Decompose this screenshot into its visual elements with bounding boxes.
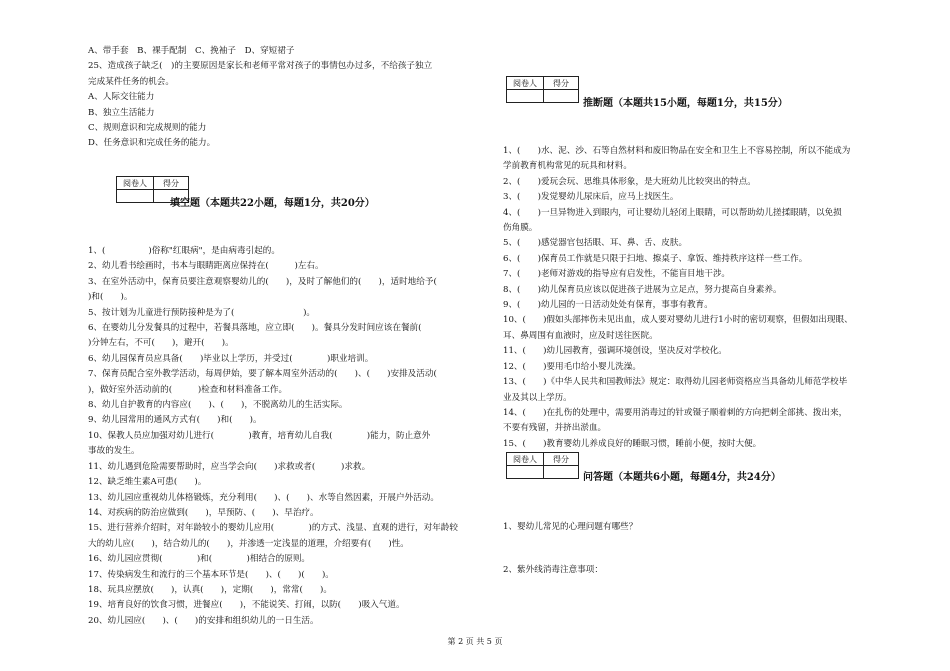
score-label: 得分 [544, 453, 579, 466]
fill-question-line: 事故的发生。 [88, 446, 140, 457]
fill-question-line: 6、在婴幼儿分发餐具的过程中，若餐具落地，应立即( )。餐具分发时间应该在餐前( [88, 323, 422, 334]
judge-question-line: 14、( )在扎伤的处理中，需要用消毒过的针或镊子顺着刺的方向把刺全部挑、拨出来， [503, 407, 848, 418]
score-label: 得分 [154, 177, 189, 190]
fill-question-line: 15、进行营养介绍时，对年龄较小的婴幼儿应用( )的方式、浅显、直观的进行，对年龄较 [88, 523, 458, 534]
judge-question-line: 耳、鼻周围有血液时，应及时送往医院。 [503, 330, 658, 341]
fill-question-line: 17、传染病发生和流行的三个基本环节是( )、( )( )。 [88, 569, 334, 580]
judge-question-line: 4、( )一旦异物进入到眼内，可让婴幼儿轻闭上眼睛，可以帮助幼儿搓揉眼睛，以免损 [503, 207, 842, 218]
option-line: C、规则意识和完成规则的能力 [88, 123, 207, 134]
option-line: D、任务意识和完成任务的能力。 [88, 138, 216, 149]
judge-score-box [506, 76, 579, 103]
fill-question-line: 8、幼儿自护教育的内容应( )、( )，不脱离幼儿的生活实际。 [88, 400, 348, 411]
option-line: 完成某件任务的机会。 [88, 76, 174, 87]
qa-question-2: 2、紫外线消毒注意事项： [503, 565, 603, 575]
fill-question-line: 2、幼儿看书绘画时，书本与眼睛距离应保持在( )左右。 [88, 261, 324, 272]
fill-question-line: 1、( )俗称"红眼病"，是由病毒引起的。 [88, 246, 280, 256]
fill-question-line: 19、培育良好的饮食习惯，进餐应( )，不能说笑、打闹，以防( )吸入气道。 [88, 600, 405, 611]
judge-questions [503, 144, 903, 452]
fill-question-line: 18、玩具应摆放( )，认真( )，定期( )，常常( )。 [88, 584, 333, 595]
reviewer-label: 阅卷人 [507, 453, 544, 466]
fill-question-line: 3、在室外活动中，保育员要注意观察婴幼儿的( )，及时了解他们的( )，适时地给予( [88, 276, 437, 287]
judge-question-line: 12、( )要用毛巾给小婴儿洗澡。 [503, 361, 641, 372]
option-line: A、人际交往能力 [88, 92, 155, 103]
left-column [88, 44, 480, 152]
judge-question-line: 15、( )教育婴幼儿养成良好的睡眠习惯，睡前小便，按时大便。 [503, 438, 762, 449]
fill-questions [88, 244, 488, 629]
score-cell [544, 90, 579, 103]
judge-question-line: 9、( )幼儿园的一日活动处处有保育，事事有教育。 [503, 300, 713, 311]
judge-question-line: 不要有残留，并挤出淤血。 [503, 423, 607, 434]
option-line: B、独立生活能力 [88, 107, 155, 118]
fill-question-line: 10、保教人员应加强对幼儿进行( )教育，培育幼儿自我( )能力，防止意外 [88, 430, 431, 441]
judge-question-line: 学前教育机构常见的玩具和材料。 [503, 161, 632, 172]
question-24-25-block [88, 44, 480, 152]
judge-section-title: 推断题（本题共15小题，每题1分，共15分） [583, 98, 788, 109]
qa-section-title: 问答题（本题共6小题，每题4分，共24分） [583, 472, 781, 483]
judge-question-line: 5、( )感觉器官包括眼、耳、鼻、舌、皮肤。 [503, 238, 688, 249]
fill-question-line: 9、幼儿园常用的通风方式有( )和( )。 [88, 415, 262, 426]
qa-question-1: 1、婴幼儿常见的心理问题有哪些？ [503, 522, 638, 532]
fill-question-line: 20、幼儿园应( )、( )的安排和组织幼儿的一日生活。 [88, 615, 319, 626]
judge-question-line: 10、( )假如头部摔伤未见出血，成人要对婴幼儿进行1小时的密切观察，但假如出现眼、 [503, 315, 853, 326]
fill-question-line: )分钟左右，不可( )，避开( )。 [88, 338, 234, 349]
fill-question-line: 6、幼儿园保育员应具备( )毕业以上学历，并受过( )职业培训。 [88, 353, 374, 364]
fill-question-line: 7、保育员配合室外教学活动，每周伊始，要了解本周室外活动的( )、( )安排及活动( [88, 369, 437, 380]
judge-question-line: 7、( )老师对游戏的指导应有启发性，不能盲目地干涉。 [503, 269, 731, 280]
judge-question-line: 1、( )水、泥、沙、石等自然材料和废旧物品在安全和卫生上不容易控制，所以不能成为 [503, 146, 851, 156]
fill-question-line: 14、对疾病的防治应做到( )，早预防、( )、早治疗。 [88, 507, 319, 518]
fill-question-line: 11、幼儿遇到危险需要帮助时，应当学会向( )求救或者( )求救。 [88, 461, 371, 472]
fill-question-line: 16、幼儿园应贯彻( )和( )相结合的原则。 [88, 554, 311, 565]
qa-score-box [506, 452, 579, 479]
fill-question-line: )和( )。 [88, 292, 133, 303]
reviewer-cell [507, 466, 544, 479]
reviewer-cell [117, 190, 154, 203]
judge-question-line: 2、( )爱玩会玩、思维具体形象，是大班幼儿比较突出的特点。 [503, 176, 756, 187]
page-footer: 第 2 页 共 5 页 [447, 637, 503, 646]
option-line: A、带手套 B、裸手配制 C、挽袖子 D、穿短裙子 [88, 46, 295, 56]
judge-question-line: 伤角膜。 [503, 223, 538, 234]
reviewer-cell [507, 90, 544, 103]
option-line: 25、造成孩子缺乏( )的主要原因是家长和老师平常对孩子的事情包办过多，不给孩子独立 [88, 61, 433, 72]
judge-question-line: 6、( )保育员工作就是只限于扫地、擦桌子、拿饭、维持秩序这样一些工作。 [503, 253, 808, 264]
score-cell [544, 466, 579, 479]
fill-question-line: 13、幼儿园应重视幼儿体格锻炼，充分利用( )、( )、水等自然因素，开展户外活动。 [88, 492, 439, 503]
fill-question-line: 大的幼儿应( )，结合幼儿的( )，并渗透一定浅显的道理，介绍要有( )性。 [88, 538, 409, 549]
reviewer-label: 阅卷人 [117, 177, 154, 190]
fill-section-title: 填空题（本题共22小题，每题1分，共20分） [170, 198, 375, 209]
fill-question-line: 12、缺乏维生素A可患( )。 [88, 477, 207, 488]
judge-question-line: 11、( )幼儿园教育，强调环境创设，坚决反对学校化。 [503, 346, 727, 357]
fill-question-line: )，做好室外活动前的( )检查和材料准备工作。 [88, 384, 288, 395]
judge-question-line: 13、( )《中华人民共和国教师法》规定：取得幼儿园老师资格应当具备幼儿师范学校毕 [503, 377, 848, 388]
judge-question-line: 业及其以上学历。 [503, 392, 572, 403]
fill-question-line: 5、按计划为儿童进行预防接种是为了( )。 [88, 307, 316, 318]
judge-question-line: 8、( )幼儿保育员应该以促进孩子进展为立足点，努力提高自身素养。 [503, 284, 782, 295]
reviewer-label: 阅卷人 [507, 77, 544, 90]
judge-question-line: 3、( )发觉婴幼儿尿床后，应马上找医生。 [503, 192, 679, 203]
score-label: 得分 [544, 77, 579, 90]
